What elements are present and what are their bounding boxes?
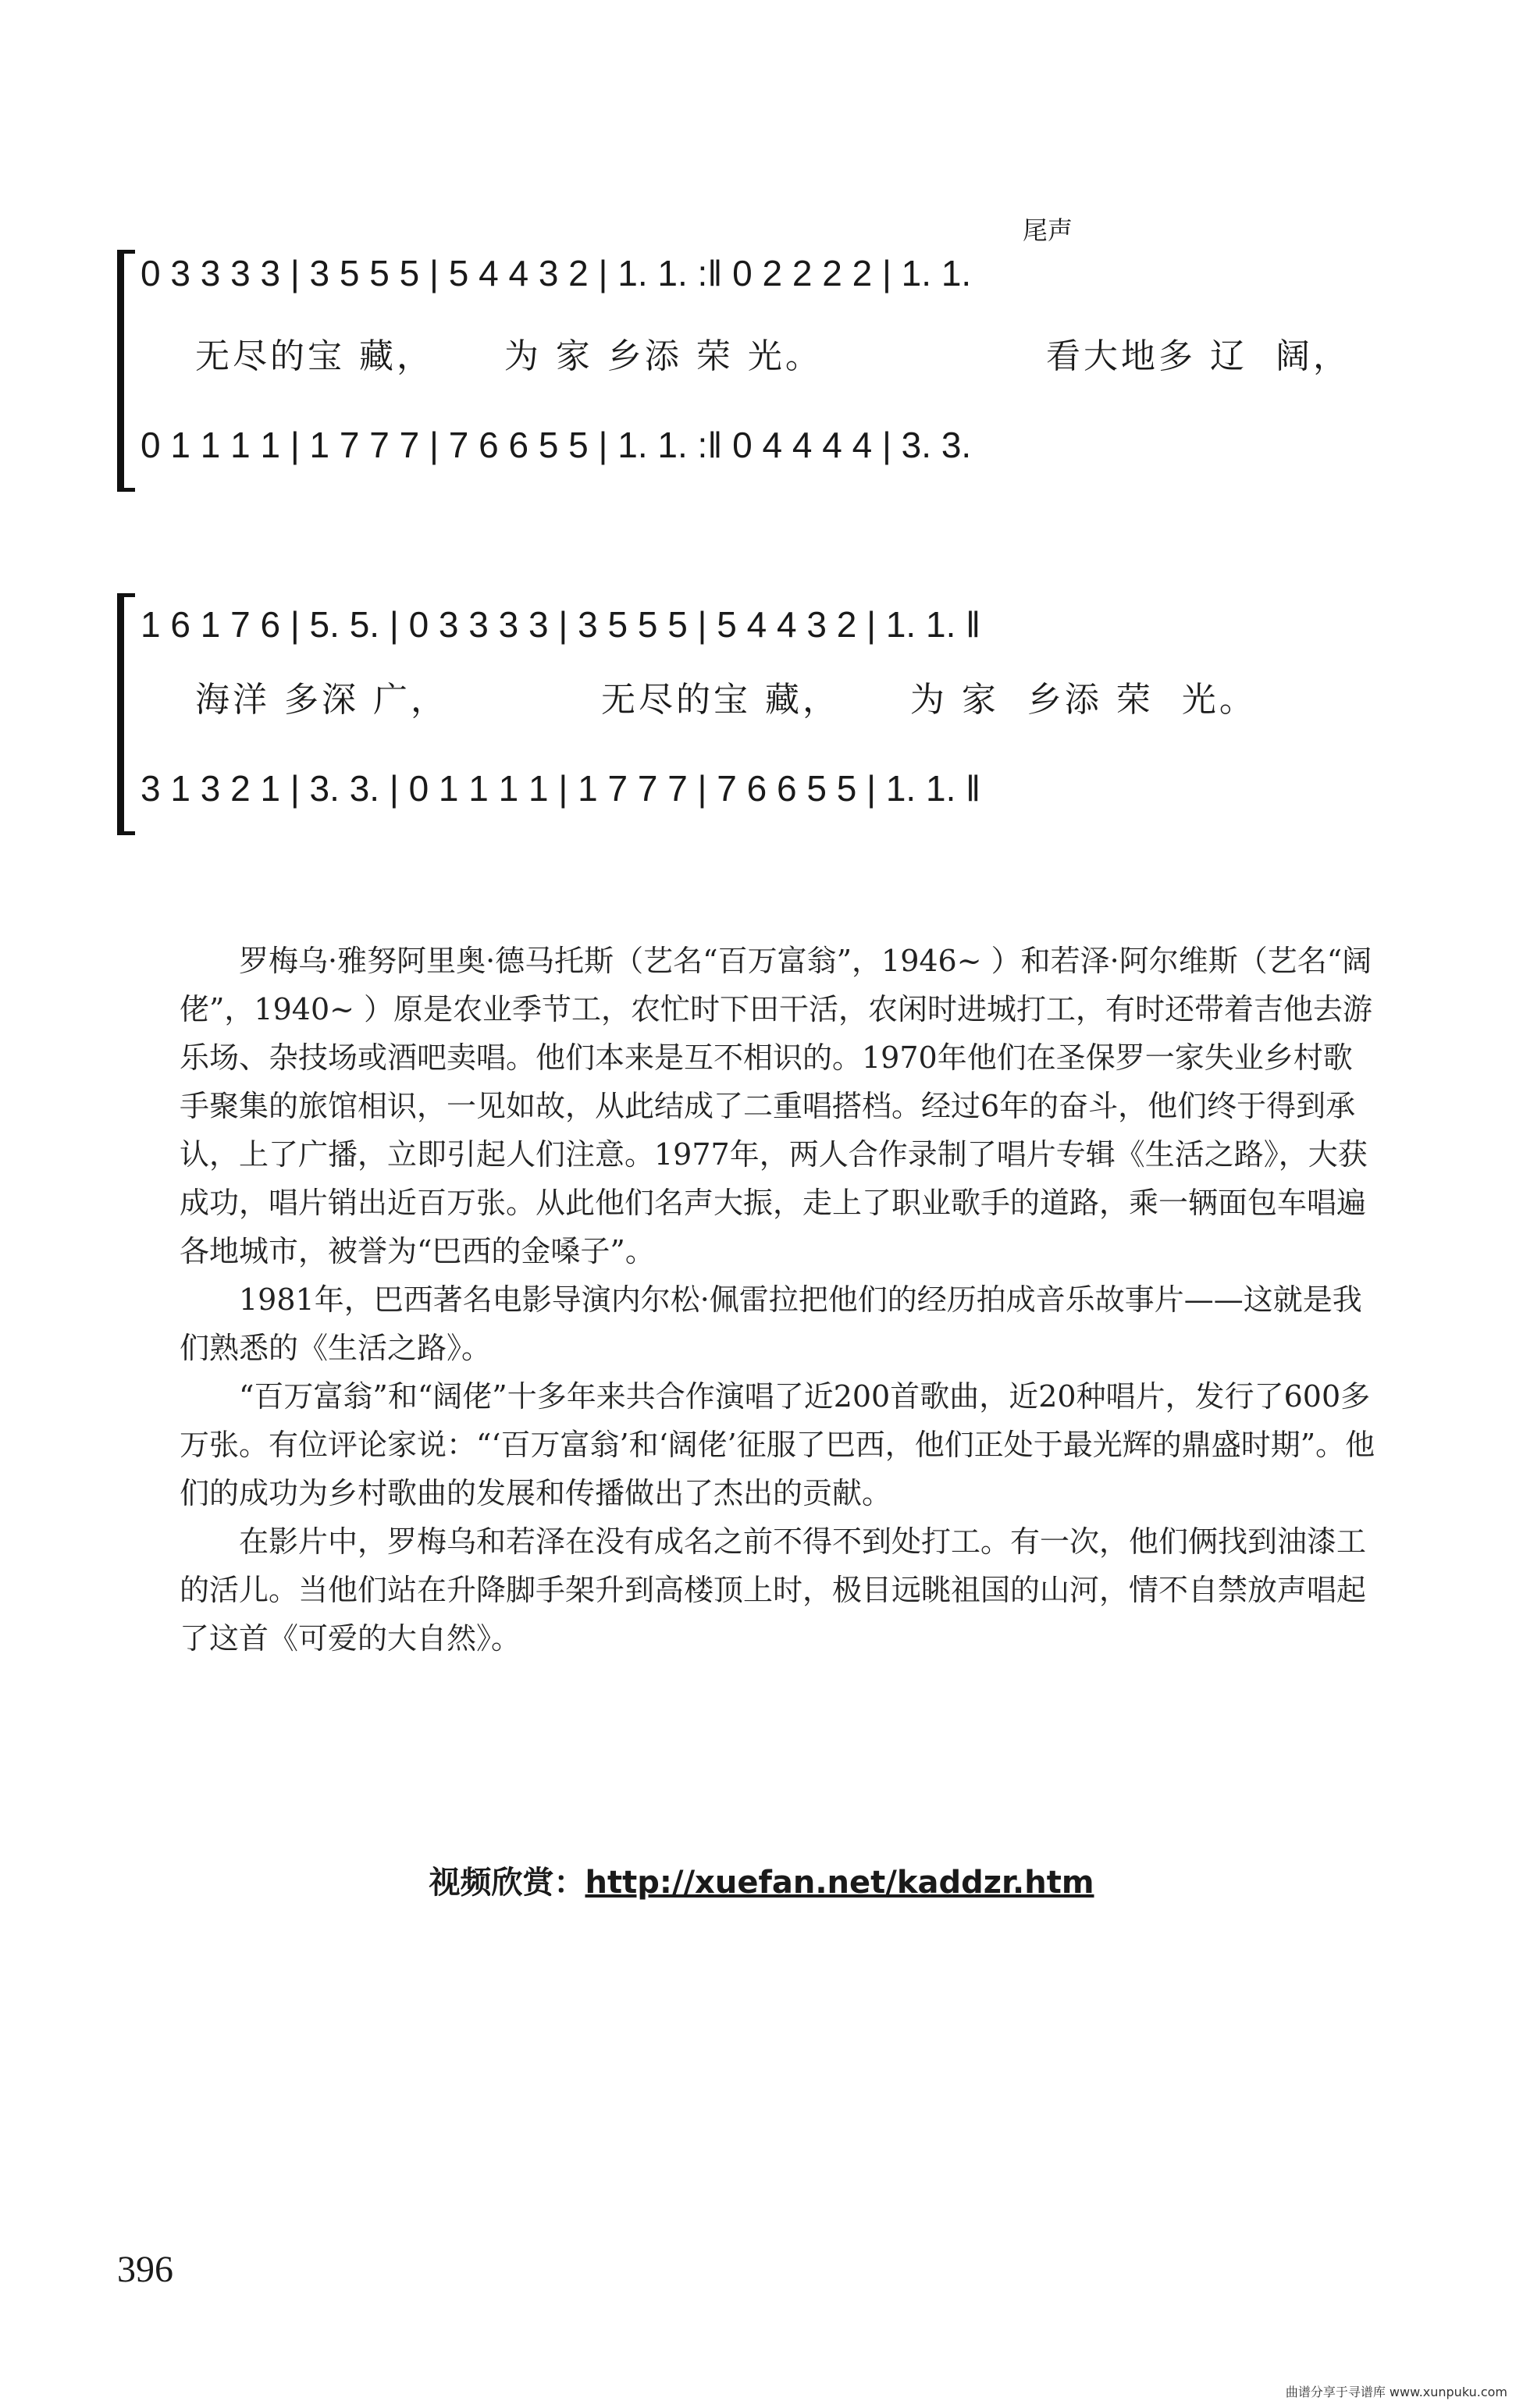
upper-notes-text: 0 3 3 3 3 | 3 5 5 5 | 5 4 4 3 2 | 1. 1. :‖ 0 2 2 2 2 | 1. 1. [141, 253, 972, 293]
upper-staff-notes [141, 226, 1421, 320]
upper-staff-notes [141, 578, 1421, 671]
score-system-2 [117, 562, 1397, 874]
video-link[interactable]: http://xuefan.net/kaddzr.htm [585, 1865, 1094, 1901]
lower-staff-notes [141, 398, 1421, 492]
upper-notes-text: 1 6 1 7 6 | 5. 5. | 0 3 3 3 3 | 3 5 5 5 | 5 4 4 3 2 | 1. 1. ‖ [141, 604, 981, 645]
paragraph: “百万富翁”和“阔佬”十多年来共合作演唱了近200首歌曲，近20种唱片，发行了600多万张。有位评论家说：“‘百万富翁’和‘阔佬’征服了巴西，他们正处于最光辉的鼎盛时期”。他们的成功为乡村歌曲的发展和传播做出了杰出的贡献。 [180, 1379, 1375, 1510]
lower-notes-text: 3 1 3 2 1 | 3. 3. | 0 1 1 1 1 | 1 7 7 7 | 7 6 6 5 5 | 1. 1. ‖ [141, 768, 981, 809]
video-label: 视频欣赏： [429, 1865, 585, 1901]
score-system-1 [117, 203, 1397, 531]
video-line [0, 1858, 1523, 1902]
article-body [180, 937, 1382, 1663]
lower-notes-text: 0 1 1 1 1 | 1 7 7 7 | 7 6 6 5 5 | 1. 1. :‖ 0 4 4 4 4 | 3. 3. [141, 425, 972, 465]
coda-label: 尾声 [1023, 215, 1073, 245]
paragraph: 1981年，巴西著名电影导演内尔松·佩雷拉把他们的经历拍成音乐故事片——这就是我们熟悉的《生活之路》。 [180, 1282, 1362, 1365]
paragraph: 罗梅乌·雅努阿里奥·德马托斯（艺名“百万富翁”，1946~ ）和若泽·阿尔维斯（艺名“阔佬”，1940~ ）原是农业季节工，农忙时下田干活，农闲时进城打工，有时还带着吉他去游乐场、杂技场或酒吧卖唱。他们本来是互不相识的。1970年他们在圣保罗一家失业乡村歌手聚集的旅馆相识，一见如故，从此结成了二重唱搭档。经过6年的奋斗，他们终于得到承认，上了广播，立即引起人们注意。1977年，两人合作录制了唱片专辑《生活之路》，大获成功，唱片销出近百万张。从此他们名声大振，走上了职业歌手的道路，乘一辆面包车唱遍各地城市，被誉为“巴西的金嗓子”。 [180, 944, 1373, 1268]
lyrics-line-b: 无尽的宝 藏， 为 家 乡添 荣 光。 [601, 680, 1257, 720]
site-footer: 曲谱分享于寻谱库 www.xunpuku.com [1285, 2385, 1507, 2399]
lyrics-line-a: 海洋 多深 广， [195, 680, 448, 720]
page-number: 396 [117, 2249, 173, 2290]
paragraph: 在影片中，罗梅乌和若泽在没有成名之前不得不到处打工。有一次，他们俩找到油漆工的活儿。当他们站在升降脚手架升到高楼顶上时，极目远眺祖国的山河，情不自禁放声唱起了这首《可爱的大自然》。 [180, 1524, 1367, 1656]
lyrics-line-a: 无尽的宝 藏， 为 家 乡添 荣 光。 [195, 336, 823, 376]
system-bracket [117, 250, 135, 492]
system-bracket [117, 593, 135, 835]
lower-staff-notes [141, 742, 1421, 835]
lyrics-line-b: 看大地多 辽 阔， [1046, 336, 1350, 376]
